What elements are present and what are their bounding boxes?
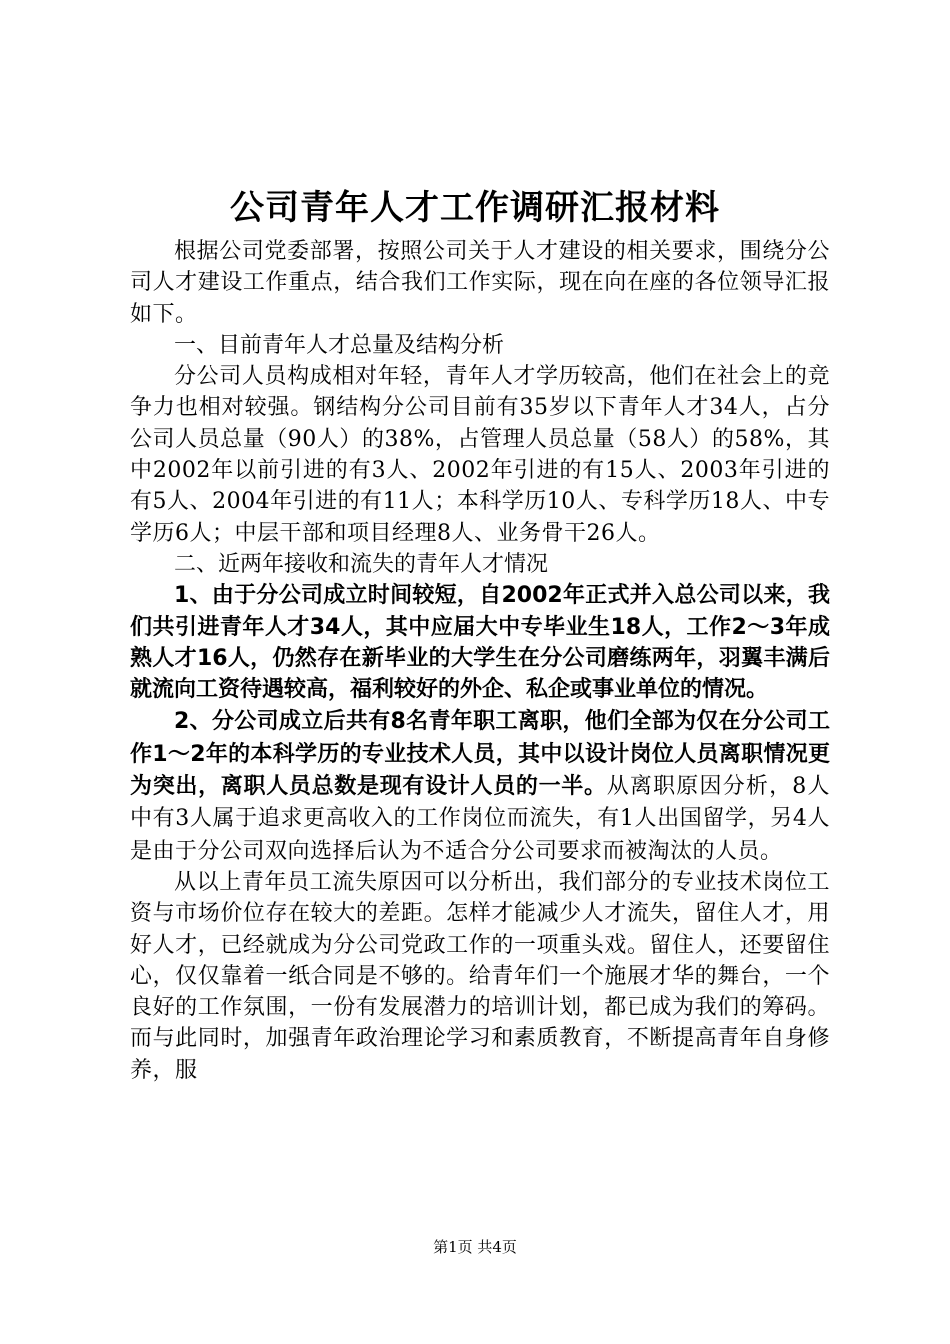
page-footer: 第1页 共4页	[433, 1238, 517, 1256]
document-title: 公司青年人才工作调研汇报材料	[230, 188, 720, 228]
departure-reason-text: 从离职原因分析，8人中有3人属于追求更高收入的工作岗位而流失，有1人出国留学，另4人是由于分公司双向选择后认为不适合分公司要求而被淘汰的人员。	[130, 774, 830, 864]
section-heading-2: 二、近两年接收和流失的青年人才情况	[174, 551, 549, 577]
section-heading-1: 一、目前青年人才总量及结构分析	[174, 332, 505, 358]
inflow-paragraph: 1、由于分公司成立时间较短，自2002年正式并入总公司以来，我们共引进青年人才34人，其中应届大中专毕业生18人，工作2～3年成熟人才16人，仍然存在新毕业的大学生在分公司磨练两年，羽翼丰满后就流向工资待遇较高，福利较好的外企、私企或事业单位的情况。	[130, 583, 830, 703]
document-body	[130, 236, 830, 1086]
structure-paragraph: 分公司人员构成相对年轻，青年人才学历较高，他们在社会上的竞争力也相对较强。钢结构分公司目前有35岁以下青年人才34人，占分公司人员总量（90人）的38%，占管理人员总量（58人）的58%，其中2002年以前引进的有3人、2002年引进的有15人、2003年引进的有5人、2004年引进的有11人；本科学历10人、专科学历18人、中专学历6人；中层干部和项目经理8人、业务骨干26人。	[130, 364, 830, 546]
intro-paragraph: 根据公司党委部署，按照公司关于人才建设的相关要求，围绕分公司人才建设工作重点，结合我们工作实际，现在向在座的各位领导汇报如下。	[130, 239, 830, 327]
analysis-paragraph: 从以上青年员工流失原因可以分析出，我们部分的专业技术岗位工资与市场价位存在较大的差距。怎样才能减少人才流失，留住人才，用好人才，已经就成为分公司党政工作的一项重头戏。留住人，还要留住心，仅仅靠着一纸合同是不够的。给青年们一个施展才华的舞台，一个良好的工作氛围，一份有发展潜力的培训计划，都已成为我们的筹码。而与此同时，加强青年政治理论学习和素质教育，不断提高青年自身修养，服	[130, 869, 830, 1083]
departure-block	[130, 705, 830, 866]
departure-paragraph: 2、分公司成立后共有8名青年职工离职，他们全部为仅在分公司工作1～2年的本科学历的专业技术人员，其中以设计岗位人员离职情况更为突出，离职人员总数是现有设计人员的一半。	[130, 709, 830, 800]
